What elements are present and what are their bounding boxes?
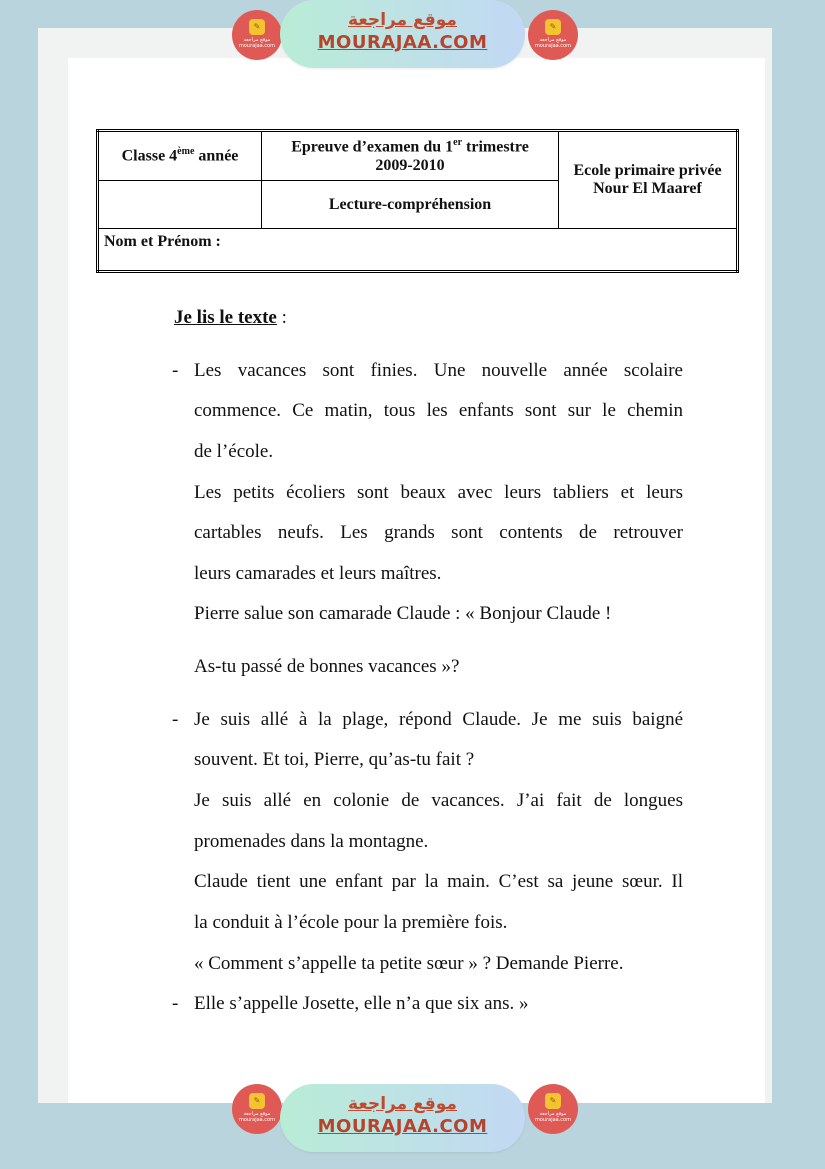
site-banner-top[interactable] <box>280 0 525 68</box>
text-line: Je suis allé en colonie de vacances. J’ai fait de longues <box>194 790 683 811</box>
school-name-line1: Ecole primaire privée <box>573 162 722 179</box>
text-line: promenades dans la montagne. <box>194 831 429 852</box>
subject-cell <box>262 181 559 229</box>
logo-text: موقع مراجعة <box>539 37 567 43</box>
site-name-arabic[interactable]: موقع مراجعة <box>348 1094 457 1114</box>
section-heading <box>174 307 287 329</box>
class-sup: ème <box>177 146 195 158</box>
exam-title: Epreuve d’examen du 1 <box>291 138 454 156</box>
site-logo-right-top[interactable] <box>528 10 578 60</box>
empty-cell <box>98 181 262 229</box>
logo-text: موقع مراجعة <box>243 1111 271 1117</box>
site-name-arabic[interactable]: موقع مراجعة <box>348 10 457 30</box>
site-banner-bottom[interactable] <box>280 1084 525 1152</box>
logo-url: mourajaa.com <box>238 43 275 49</box>
dialogue-dash: - <box>172 993 179 1014</box>
text-line: Les vacances sont finies. Une nouvelle année scolaire <box>194 360 683 381</box>
site-logo-right-bottom[interactable] <box>528 1084 578 1134</box>
logo-badge-icon: ✎ <box>545 19 561 35</box>
logo-url: mourajaa.com <box>534 1117 571 1123</box>
text-line: Les petits écoliers sont beaux avec leurs tabliers et leurs <box>194 482 683 503</box>
exam-title-cell <box>262 131 559 181</box>
logo-url: mourajaa.com <box>238 1117 275 1123</box>
text-line: souvent. Et toi, Pierre, qu’as-tu fait ? <box>194 749 475 770</box>
exam-year: 2009-2010 <box>375 156 445 174</box>
text-line: « Comment s’appelle ta petite sœur » ? Demande Pierre. <box>194 953 624 974</box>
student-name-field[interactable] <box>98 229 738 272</box>
class-suffix: année <box>194 147 239 165</box>
student-name-label: Nom et Prénom : <box>104 233 221 250</box>
site-logo-left-top[interactable] <box>232 10 282 60</box>
text-line: Elle s’appelle Josette, elle n’a que six ans. » <box>194 993 529 1014</box>
exam-header-table <box>96 129 739 273</box>
school-cell <box>559 131 738 229</box>
text-line: la conduit à l’école pour la première fois. <box>194 912 508 933</box>
site-logo-left-bottom[interactable] <box>232 1084 282 1134</box>
text-line: Claude tient une enfant par la main. C’est sa jeune sœur. Il <box>194 871 683 892</box>
logo-badge-icon: ✎ <box>249 1093 265 1109</box>
subject-label: Lecture-compréhension <box>328 195 492 213</box>
exam-title-suffix: trimestre <box>462 138 529 156</box>
logo-text: موقع مراجعة <box>243 37 271 43</box>
site-name-latin[interactable]: MOURAJAA.COM <box>317 1116 488 1137</box>
heading-text: Je lis le texte <box>174 307 277 328</box>
text-line: As-tu passé de bonnes vacances »? <box>194 656 460 677</box>
heading-colon: : <box>276 307 287 328</box>
text-line: leurs camarades et leurs maîtres. <box>194 563 442 584</box>
class-cell <box>98 131 262 181</box>
dialogue-dash: - <box>172 709 179 730</box>
text-line: Pierre salue son camarade Claude : « Bonjour Claude ! <box>194 603 612 624</box>
school-name-line2: Nour El Maaref <box>593 180 702 197</box>
logo-badge-icon: ✎ <box>545 1093 561 1109</box>
text-line: Je suis allé à la plage, répond Claude. Je me suis baigné <box>194 709 683 730</box>
text-line: cartables neufs. Les grands sont contents de retrouver <box>194 522 683 543</box>
logo-url: mourajaa.com <box>534 43 571 49</box>
site-name-latin[interactable]: MOURAJAA.COM <box>317 32 488 53</box>
exam-title-sup: er <box>453 137 463 149</box>
logo-text: موقع مراجعة <box>539 1111 567 1117</box>
text-line: de l’école. <box>194 441 274 462</box>
logo-badge-icon: ✎ <box>249 19 265 35</box>
text-line: commence. Ce matin, tous les enfants sont sur le chemin <box>194 400 683 421</box>
dialogue-dash: - <box>172 360 179 381</box>
class-label: Classe 4 <box>121 147 178 165</box>
